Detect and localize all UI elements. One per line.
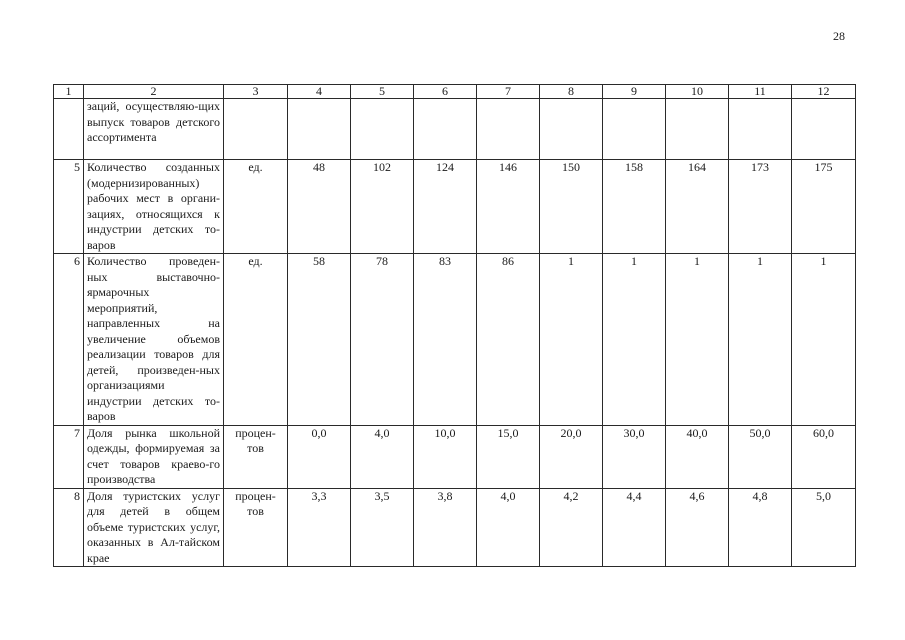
value-cell: 86 (477, 254, 540, 426)
value-cell: 4,4 (603, 488, 666, 567)
unit-cell: процен-тов (224, 488, 288, 567)
value-cell: 1 (729, 254, 792, 426)
column-number: 11 (729, 85, 792, 99)
column-number: 8 (540, 85, 603, 99)
value-cell: 4,8 (729, 488, 792, 567)
column-number: 5 (351, 85, 414, 99)
value-cell: 4,6 (666, 488, 729, 567)
value-cell: 48 (288, 160, 351, 254)
value-cell: 1 (540, 254, 603, 426)
value-cell (288, 99, 351, 160)
value-cell: 30,0 (603, 425, 666, 488)
row-number: 6 (54, 254, 84, 426)
table-row (54, 254, 856, 426)
column-number: 1 (54, 85, 84, 99)
value-cell: 58 (288, 254, 351, 426)
value-cell: 78 (351, 254, 414, 426)
value-cell: 150 (540, 160, 603, 254)
column-number: 3 (224, 85, 288, 99)
column-number: 10 (666, 85, 729, 99)
table-row (54, 488, 856, 567)
indicator-name: Количество созданных (модернизированных) рабочих мест в органи-зациях, относящихся к индустрии детских то-варов (84, 160, 224, 254)
value-cell: 173 (729, 160, 792, 254)
row-number (54, 99, 84, 160)
value-cell: 4,0 (477, 488, 540, 567)
value-cell: 164 (666, 160, 729, 254)
value-cell: 60,0 (792, 425, 856, 488)
column-number: 4 (288, 85, 351, 99)
row-number: 5 (54, 160, 84, 254)
column-number: 6 (414, 85, 477, 99)
value-cell: 40,0 (666, 425, 729, 488)
value-cell: 102 (351, 160, 414, 254)
page-number: 28 (833, 29, 845, 43)
row-number: 7 (54, 425, 84, 488)
indicator-name: Доля рынка школьной одежды, формируемая за счет товаров краево-го производства (84, 425, 224, 488)
value-cell (729, 99, 792, 160)
value-cell: 124 (414, 160, 477, 254)
unit-cell: ед. (224, 254, 288, 426)
value-cell: 3,5 (351, 488, 414, 567)
value-cell: 175 (792, 160, 856, 254)
value-cell: 50,0 (729, 425, 792, 488)
value-cell (414, 99, 477, 160)
value-cell (666, 99, 729, 160)
unit-cell: ед. (224, 160, 288, 254)
value-cell: 4,0 (351, 425, 414, 488)
value-cell: 15,0 (477, 425, 540, 488)
column-number: 7 (477, 85, 540, 99)
indicator-name: Доля туристских услуг для детей в общем объеме туристских услуг, оказанных в Ал-тайском крае (84, 488, 224, 567)
indicator-name: Количество проведен-ных выставочно-ярмарочных мероприятий, направленных на увеличение объемов реализации товаров для детей, произведен-ных организациями индустрии детских то-варов (84, 254, 224, 426)
value-cell: 158 (603, 160, 666, 254)
table-row (54, 160, 856, 254)
value-cell (792, 99, 856, 160)
value-cell: 1 (603, 254, 666, 426)
value-cell: 3,3 (288, 488, 351, 567)
column-number: 9 (603, 85, 666, 99)
value-cell: 10,0 (414, 425, 477, 488)
value-cell: 0,0 (288, 425, 351, 488)
value-cell: 1 (792, 254, 856, 426)
value-cell: 83 (414, 254, 477, 426)
value-cell: 20,0 (540, 425, 603, 488)
indicators-table (53, 84, 856, 567)
table-row (54, 425, 856, 488)
value-cell (603, 99, 666, 160)
value-cell: 3,8 (414, 488, 477, 567)
value-cell (351, 99, 414, 160)
value-cell: 5,0 (792, 488, 856, 567)
column-number: 2 (84, 85, 224, 99)
value-cell: 1 (666, 254, 729, 426)
unit-cell: процен-тов (224, 425, 288, 488)
column-number: 12 (792, 85, 856, 99)
indicator-name: заций, осуществляю-щих выпуск товаров детского ассортимента (84, 99, 224, 160)
unit-cell (224, 99, 288, 160)
value-cell (540, 99, 603, 160)
value-cell (477, 99, 540, 160)
table-row (54, 99, 856, 160)
value-cell: 4,2 (540, 488, 603, 567)
value-cell: 146 (477, 160, 540, 254)
header-row (54, 85, 856, 99)
row-number: 8 (54, 488, 84, 567)
